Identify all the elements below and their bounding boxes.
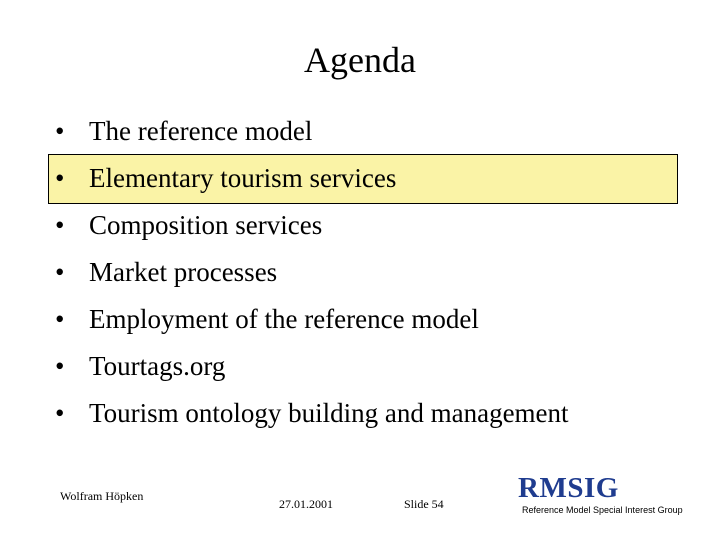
footer-date: 27.01.2001 [279,497,333,511]
logo-subtitle: Reference Model Special Interest Group [522,505,683,515]
bullet-icon: • [55,210,65,240]
bullet-icon: • [55,257,65,287]
logo-mark: RMSIG [518,472,619,504]
agenda-item-text: Employment of the reference model [89,304,479,334]
footer-author: Wolfram Höpken [60,489,144,503]
agenda-list [0,108,720,437]
agenda-item-text: The reference model [89,116,313,146]
footer-slide-number: Slide 54 [404,497,444,511]
agenda-item-text: Elementary tourism services [89,163,397,193]
agenda-item-highlighted [0,155,720,202]
agenda-item [0,390,720,437]
agenda-item [0,202,720,249]
agenda-item-text: Market processes [89,257,278,287]
bullet-icon: • [55,116,65,146]
bullet-icon: • [55,163,65,193]
rmsig-logo [518,472,683,516]
agenda-item-text: Tourism ontology building and management [89,398,569,428]
bullet-icon: • [55,304,65,334]
agenda-item [0,108,720,155]
agenda-item [0,296,720,343]
bullet-icon: • [55,351,65,381]
agenda-item-text: Tourtags.org [89,351,226,381]
slide-title: Agenda [304,40,416,80]
agenda-item [0,343,720,390]
agenda-item-text: Composition services [89,210,323,240]
agenda-item [0,249,720,296]
bullet-icon: • [55,398,65,428]
